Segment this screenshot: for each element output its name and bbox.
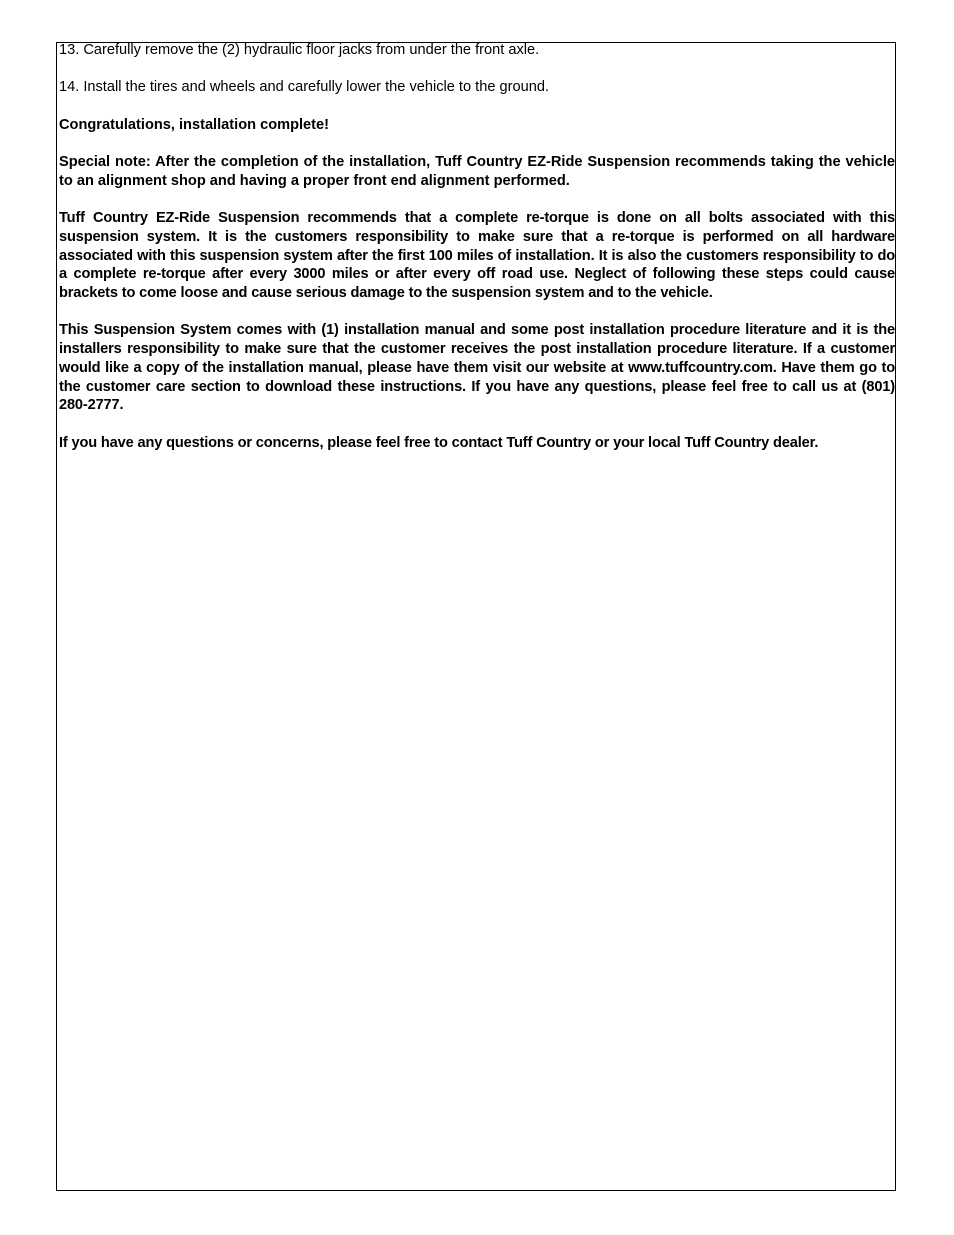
step-14: 14. Install the tires and wheels and carefully lower the vehicle to the ground. xyxy=(59,79,549,96)
instructions-content xyxy=(59,41,895,471)
retorque-paragraph: Tuff Country EZ-Ride Suspension recommends that a complete re-torque is done on all bolts associated with this suspension system. It is the customers responsibility to make sure that a re-torque is performed on all hardware associated with this suspension system after the first 100 miles of installation. It is also the customers responsibility to do a complete re-torque after every 3000 miles or after every off road use. Neglect of following these steps could cause brackets to come loose and cause serious damage to the suspension system and to the vehicle. xyxy=(59,210,895,302)
step-13: 13. Carefully remove the (2) hydraulic floor jacks from under the front axle. xyxy=(59,42,540,58)
completion-heading: Congratulations, installation complete! xyxy=(59,116,330,133)
contact-paragraph: If you have any questions or concerns, please feel free to contact Tuff Country or your local Tuff Country dealer. xyxy=(59,434,819,451)
special-note-paragraph: Special note: After the completion of the installation, Tuff Country EZ-Ride Suspension recommends taking the vehicle to an alignment shop and having a proper front end alignment performed. xyxy=(59,154,895,189)
literature-paragraph: This Suspension System comes with (1) installation manual and some post installation procedure literature and it is the installers responsibility to make sure that the customer receives the post installation procedure literature. If a customer would like a copy of the installation manual, please have them visit our website at www.tuffcountry.com. Have them go to the customer care section to download these instructions. If you have any questions, please feel free to call us at (801) 280-2777. xyxy=(59,322,895,414)
